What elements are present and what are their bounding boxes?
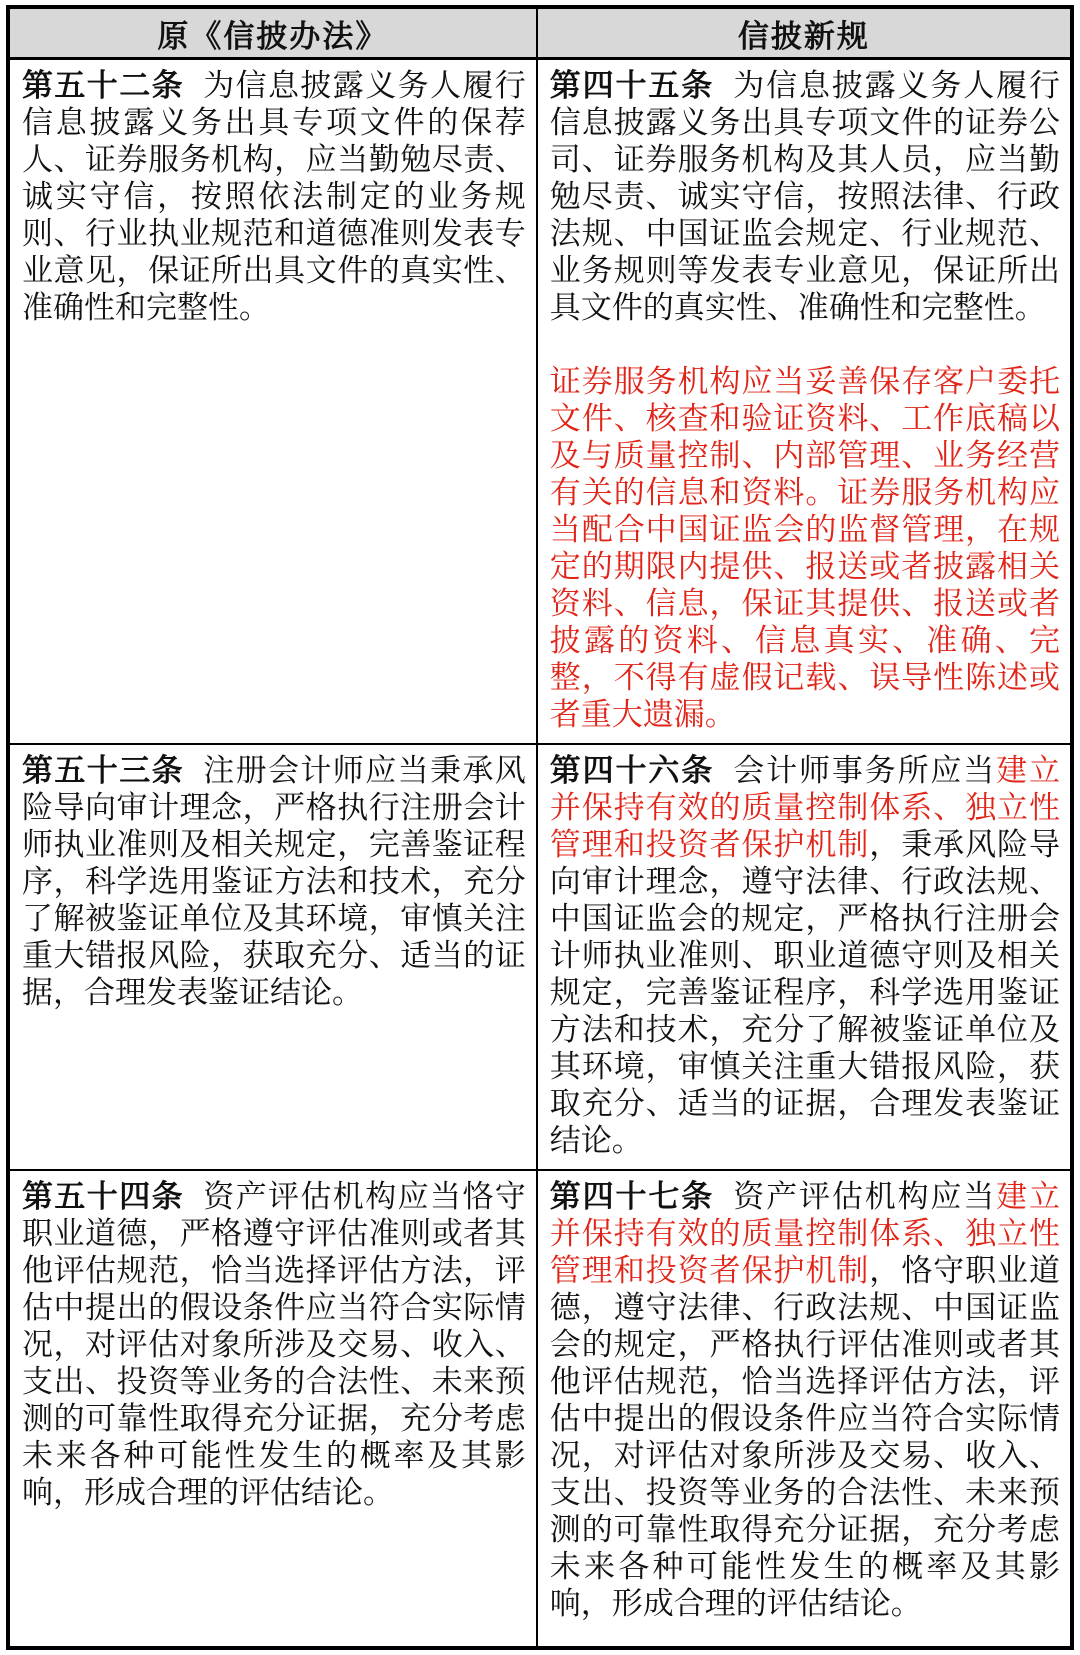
article-number: 第四十六条	[549, 753, 715, 788]
old-article-53-cell	[8, 744, 537, 1170]
article-text: 为信息披露义务人履行信息披露义务出具专项文件的证券公司、证券服务机构及其人员，应当勤勉尽责、诚实守信，按照法律、行政法规、中国证监会规定、行业规范、业务规则等发表专业意见，保证所出具文件的真实性、准确性和完整性。	[549, 68, 1061, 325]
article-number: 第四十五条	[549, 68, 715, 103]
highlighted-text: 建立并保持有效的质量控制体系、独立性管理和投资者保护机制	[549, 1179, 1061, 1288]
article-paragraph	[22, 752, 526, 1011]
article-paragraph	[550, 752, 1060, 1159]
new-article-46-cell	[537, 744, 1072, 1170]
old-rules-header: 原《信披办法》	[8, 7, 537, 59]
article-paragraph	[22, 1178, 526, 1511]
article-number: 第五十三条	[22, 753, 184, 788]
regulation-comparison-table	[6, 5, 1074, 1650]
new-article-47-cell	[537, 1170, 1072, 1648]
article-text: ，秉承风险导向审计理念，遵守法律、行政法规、中国证监会的规定，严格执行注册会计师执业准则、职业道德守则及相关规定，完善鉴证程序，科学选用鉴证方法和技术，充分了解被鉴证单位及其环境，审慎关注重大错报风险，获取充分、适当的证据，合理发表鉴证结论。	[549, 827, 1060, 1158]
article-paragraph	[22, 67, 526, 326]
table-row-3	[8, 1170, 1072, 1648]
old-article-54-cell	[8, 1170, 537, 1648]
article-number: 第五十四条	[22, 1179, 184, 1214]
article-paragraph	[550, 1178, 1060, 1622]
header-row	[8, 7, 1072, 59]
table-row-2	[8, 744, 1072, 1170]
old-article-52-cell	[8, 59, 537, 745]
article-text: 为信息披露义务人履行信息披露义务出具专项文件的保荐人、证券服务机构，应当勤勉尽责、诚实守信，按照依法制定的业务规则、行业执业规范和道德准则发表专业意见，保证所出具文件的真实性、准确性和完整性。	[22, 68, 526, 325]
added-provision-paragraph: 证券服务机构应当妥善保存客户委托文件、核查和验证资料、工作底稿以及与质量控制、内部管理、业务经营有关的信息和资料。证券服务机构应当配合中国证监会的监督管理，在规定的期限内提供、报送或者披露相关资料、信息，保证其提供、报送或者披露的资料、信息真实、准确、完整，不得有虚假记载、误导性陈述或者重大遗漏。	[549, 364, 1060, 732]
article-text: 资产评估机构应当恪守职业道德，严格遵守评估准则或者其他评估规范，恰当选择评估方法，评估中提出的假设条件应当符合实际情况，对评估对象所涉及交易、收入、支出、投资等业务的合法性、未来预测的可靠性取得充分证据，充分考虑未来各种可能性发生的概率及其影响，形成合理的评估结论。	[22, 1179, 526, 1510]
new-rules-header: 信披新规	[537, 7, 1072, 59]
table-row-1	[8, 59, 1072, 745]
new-article-45-cell	[537, 59, 1072, 745]
article-text: 资产评估机构应当	[733, 1179, 997, 1214]
article-paragraph	[550, 67, 1060, 326]
article-number: 第四十七条	[549, 1179, 715, 1214]
article-text: 注册会计师应当秉承风险导向审计理念，严格执行注册会计师执业准则及相关规定，完善鉴证程序，科学选用鉴证方法和技术，充分了解被鉴证单位及其环境，审慎关注重大错报风险，获取充分、适当的证据，合理发表鉴证结论。	[22, 753, 526, 1010]
article-text: ，恪守职业道德，遵守法律、行政法规、中国证监会的规定，严格执行评估准则或者其他评估规范，恰当选择评估方法，评估中提出的假设条件应当符合实际情况，对评估对象所涉及交易、收入、支出、投资等业务的合法性、未来预测的可靠性取得充分证据，充分考虑未来各种可能性发生的概率及其影响，形成合理的评估结论。	[549, 1253, 1060, 1621]
highlighted-text: 建立并保持有效的质量控制体系、独立性管理和投资者保护机制	[549, 753, 1061, 862]
article-text: 会计师事务所应当	[733, 753, 997, 788]
article-number: 第五十二条	[22, 68, 184, 103]
